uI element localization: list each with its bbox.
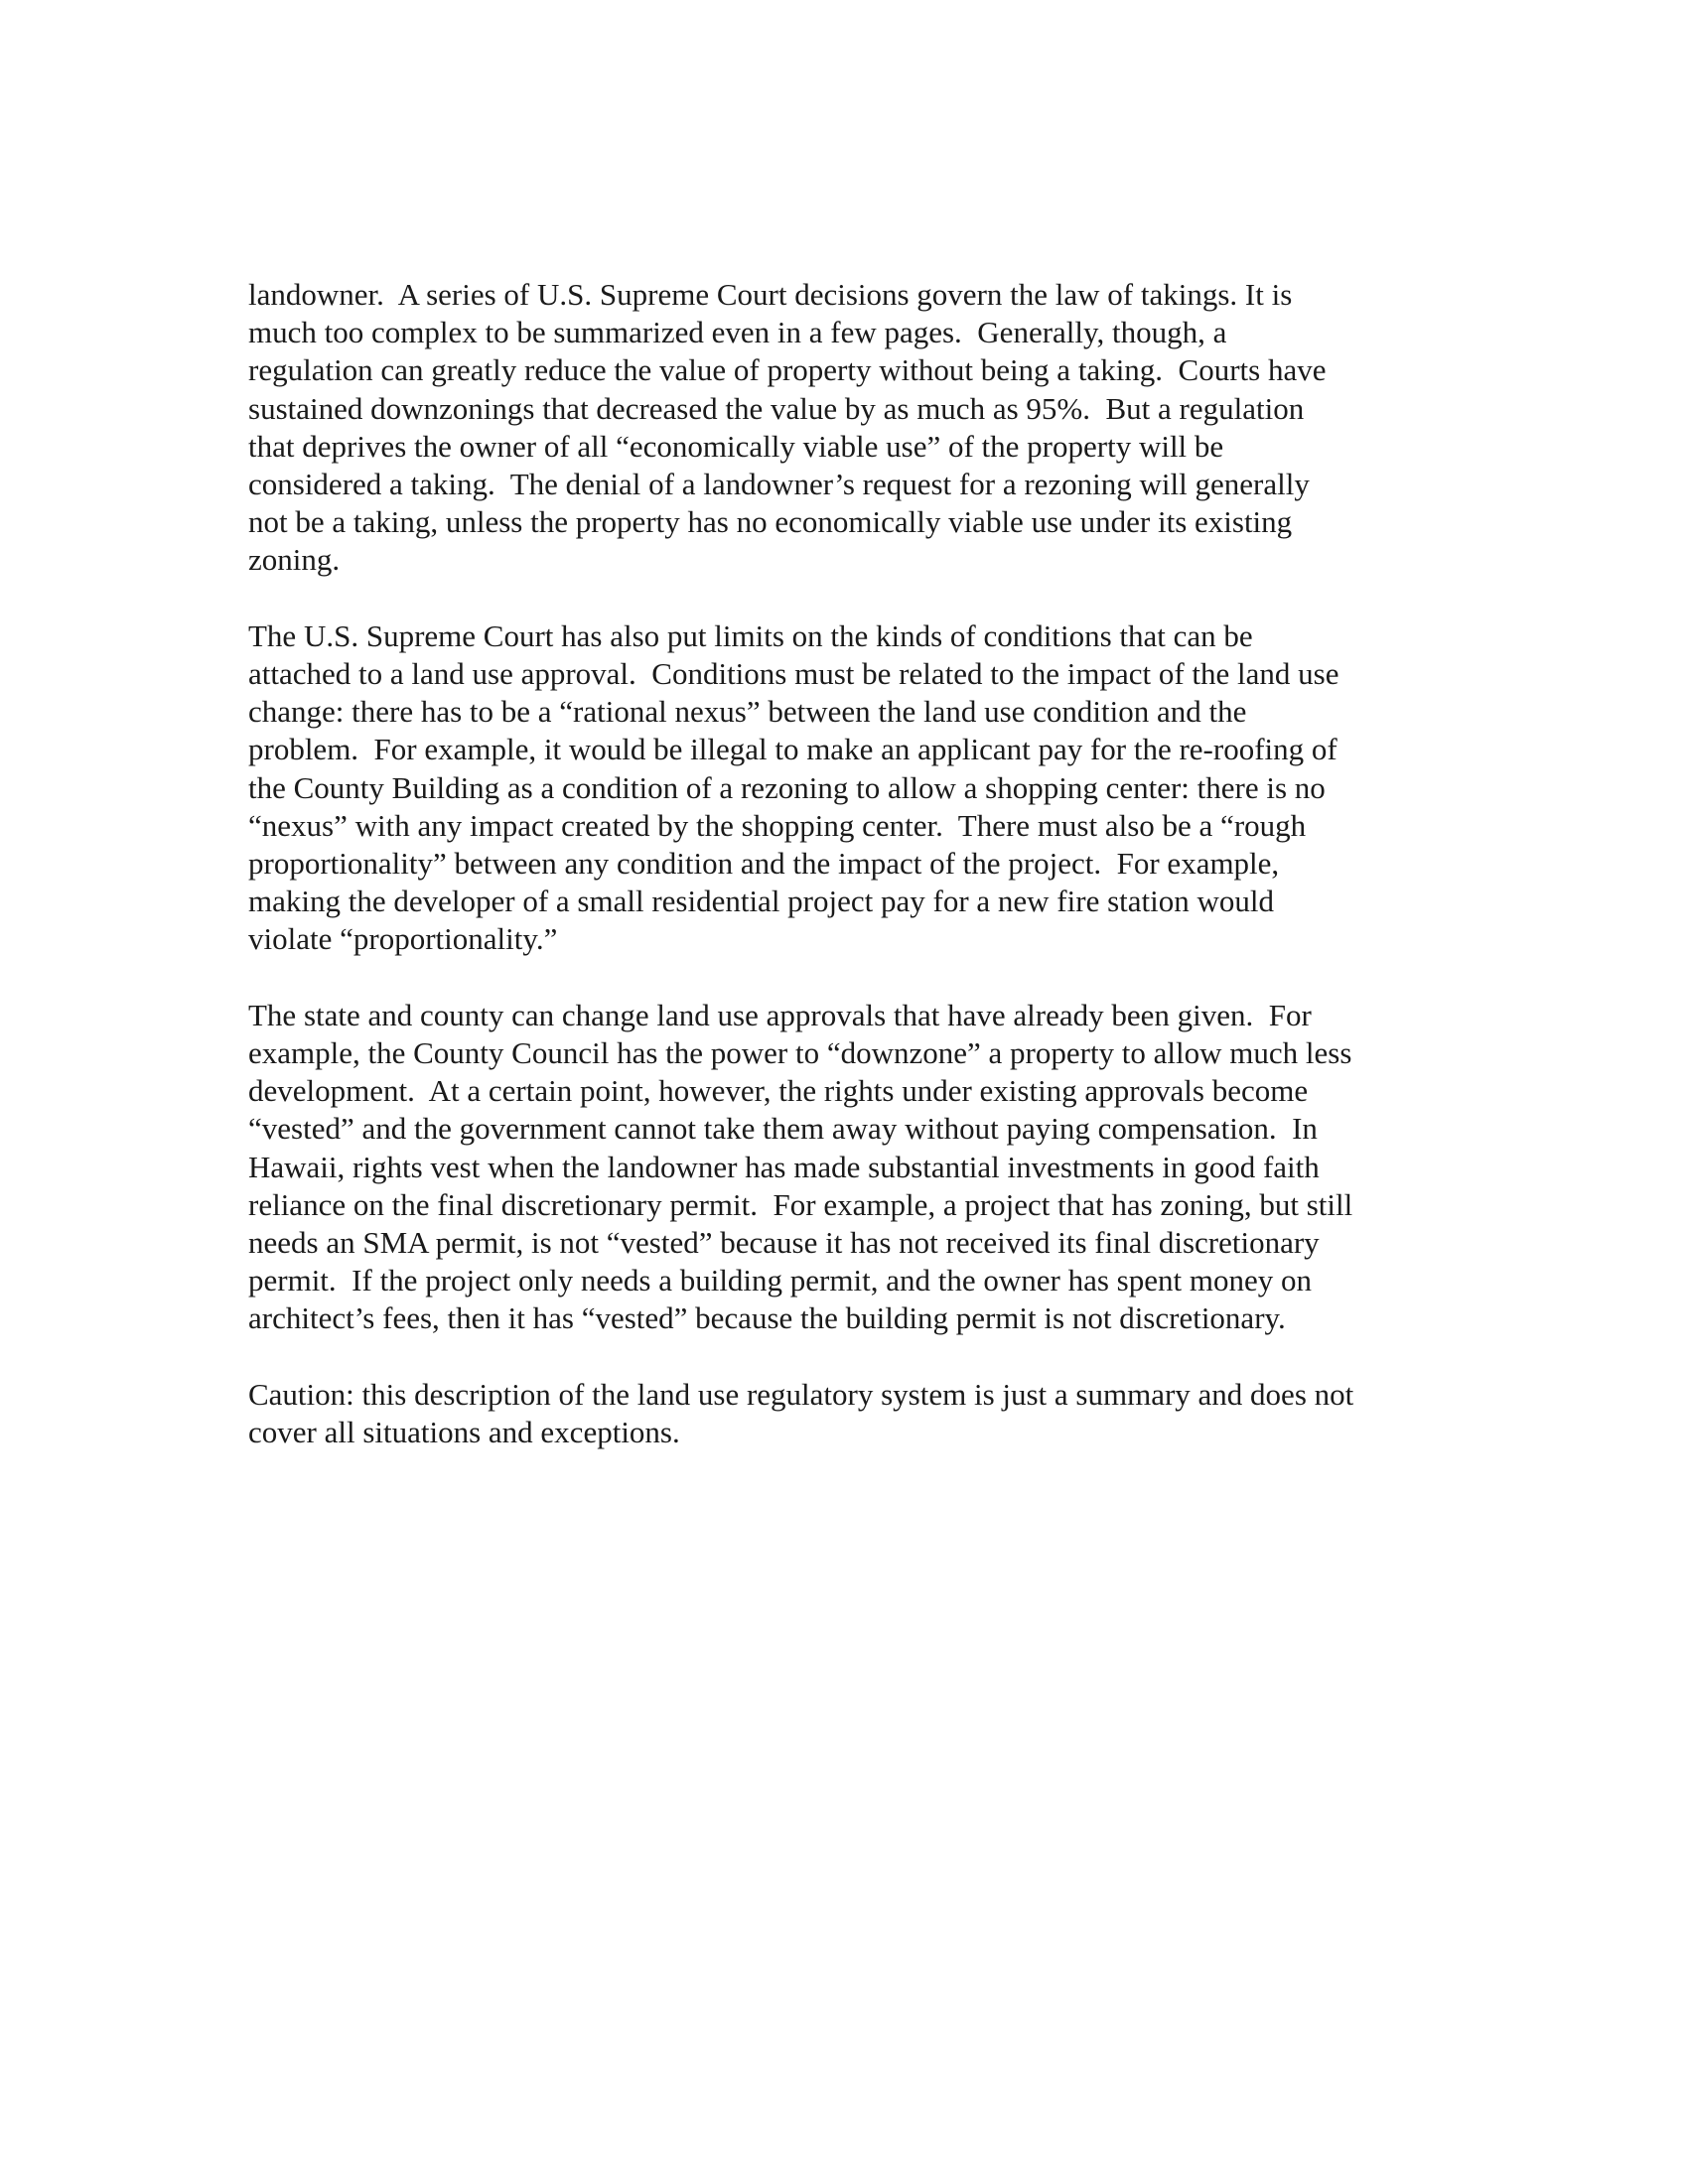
text-line: the County Building as a condition of a rezoning to allow a shopping center: there is no <box>248 769 1326 805</box>
text-line: landowner. A series of U.S. Supreme Court decisions govern the law of takings. It is <box>248 277 1293 312</box>
text-line: reliance on the final discretionary permit. For example, a project that has zoning, but still <box>248 1186 1353 1222</box>
text-line: violate “proportionality.” <box>248 921 558 957</box>
paragraph-spacer <box>248 959 1465 997</box>
paragraph-conditions <box>248 617 1465 959</box>
text-line: The state and county can change land use approvals that have already been given. For <box>248 997 1312 1032</box>
text-line: zoning. <box>248 542 341 578</box>
text-line: cover all situations and exceptions. <box>248 1415 680 1450</box>
text-line: architect’s fees, then it has “vested” because the building permit is not discretionary. <box>248 1300 1286 1336</box>
text-line: permit. If the project only needs a building permit, and the owner has spent money on <box>248 1263 1312 1298</box>
text-line: that deprives the owner of all “economically viable use” of the property will be <box>248 428 1224 464</box>
text-line: Hawaii, rights vest when the landowner has made substantial investments in good faith <box>248 1149 1320 1184</box>
text-line: example, the County Council has the power to “downzone” a property to allow much less <box>248 1035 1352 1071</box>
text-line: development. At a certain point, however, the rights under existing approvals become <box>248 1073 1309 1109</box>
text-line: The U.S. Supreme Court has also put limits on the kinds of conditions that can be <box>248 617 1253 653</box>
text-line: “vested” and the government cannot take them away without paying compensation. In <box>248 1111 1318 1147</box>
text-line: Caution: this description of the land use regulatory system is just a summary and does not <box>248 1376 1354 1412</box>
text-line: attached to a land use approval. Conditions must be related to the impact of the land use <box>248 656 1339 692</box>
text-line: change: there has to be a “rational nexus” between the land use condition and the <box>248 694 1247 730</box>
text-line: much too complex to be summarized even in a few pages. Generally, though, a <box>248 315 1227 350</box>
text-line: “nexus” with any impact created by the shopping center. There must also be a “rough <box>248 807 1307 843</box>
document-body <box>248 276 1465 1451</box>
text-line: sustained downzonings that decreased the value by as much as 95%. But a regulation <box>248 390 1305 426</box>
paragraph-spacer <box>248 1338 1465 1376</box>
paragraph-caution <box>248 1376 1465 1451</box>
paragraph-takings <box>248 276 1465 580</box>
text-line: making the developer of a small residential project pay for a new fire station would <box>248 884 1274 919</box>
paragraph-spacer <box>248 580 1465 617</box>
paragraph-vested-rights <box>248 997 1465 1338</box>
text-line: not be a taking, unless the property has no economically viable use under its existing <box>248 504 1293 540</box>
text-line: needs an SMA permit, is not “vested” because it has not received its final discretionary <box>248 1225 1320 1261</box>
text-line: proportionality” between any condition and the impact of the project. For example, <box>248 846 1280 882</box>
text-line: regulation can greatly reduce the value of property without being a taking. Courts have <box>248 352 1327 388</box>
text-line: problem. For example, it would be illegal to make an applicant pay for the re-roofing of <box>248 732 1337 767</box>
text-line: considered a taking. The denial of a landowner’s request for a rezoning will generally <box>248 467 1310 502</box>
